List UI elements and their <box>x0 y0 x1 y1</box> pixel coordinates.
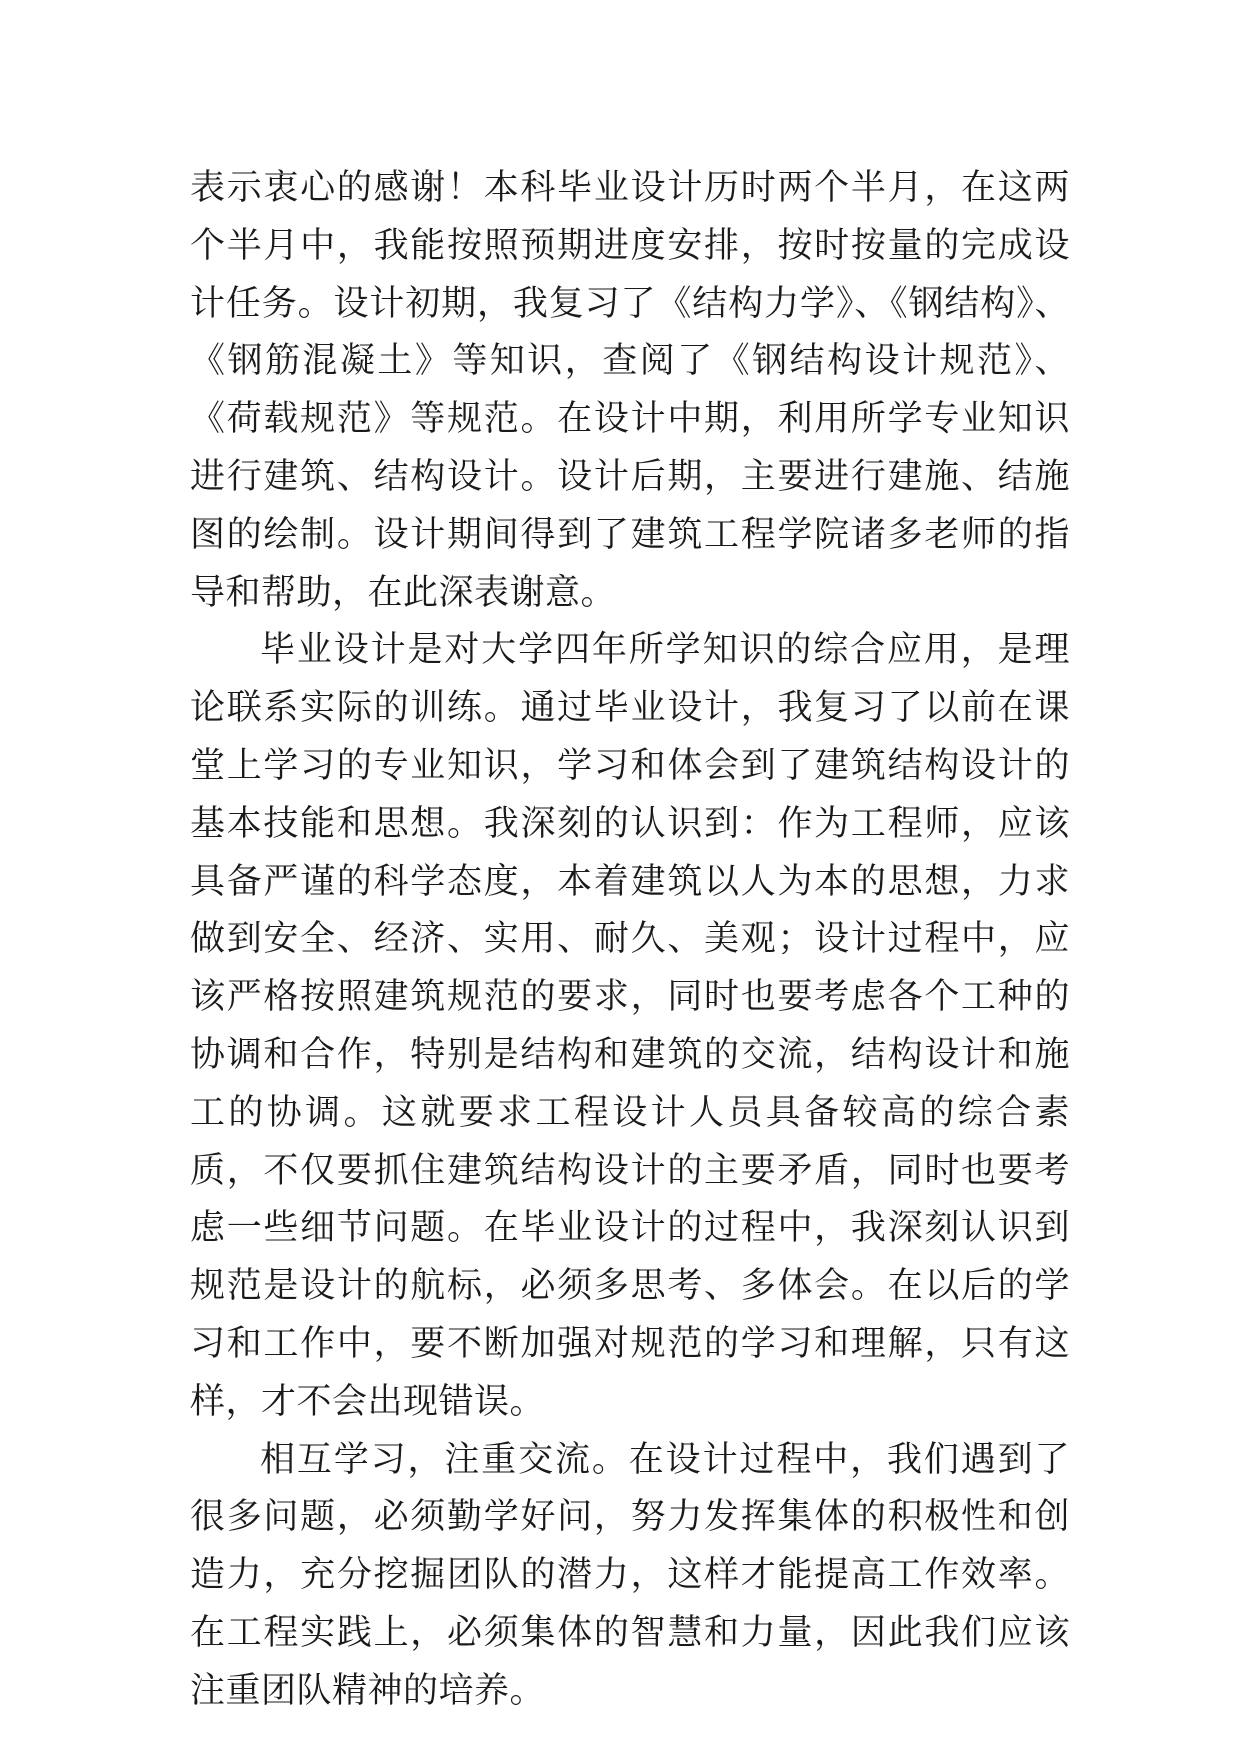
paragraph-acknowledgement: 表示衷心的感谢！本科毕业设计历时两个半月，在这两个半月中，我能按照预期进度安排，按时按量的完成设计任务。设计初期，我复习了《结构力学》、《钢结构》、《钢筋混凝土》等知识，查阅了《钢结构设计规范》、《荷载规范》等规范。在设计中期，利用所学专业知识进行建筑、结构设计。设计后期，主要进行建施、结施图的绘制。设计期间得到了建筑工程学院诸多老师的指导和帮助，在此深表谢意。 <box>190 168 1070 613</box>
document-body <box>190 160 1070 1721</box>
paragraph-design-reflection: 毕业设计是对大学四年所学知识的综合应用，是理论联系实际的训练。通过毕业设计，我复习了以前在课堂上学习的专业知识，学习和体会到了建筑结构设计的基本技能和思想。我深刻的认识到：作为工程师，应该具备严谨的科学态度，本着建筑以人为本的思想，力求做到安全、经济、实用、耐久、美观；设计过程中，应该严格按照建筑规范的要求，同时也要考虑各个工种的协调和合作，特别是结构和建筑的交流，结构设计和施工的协调。这就要求工程设计人员具备较高的综合素质，不仅要抓住建筑结构设计的主要矛盾，同时也要考虑一些细节问题。在毕业设计的过程中，我深刻认识到规范是设计的航标，必须多思考、多体会。在以后的学习和工作中，要不断加强对规范的学习和理解，只有这样，才不会出现错误。 <box>190 630 1070 1422</box>
paragraph-teamwork: 相互学习，注重交流。在设计过程中，我们遇到了很多问题，必须勤学好问，努力发挥集体的积极性和创造力，充分挖掘团队的潜力，这样才能提高工作效率。在工程实践上，必须集体的智慧和力量，因此我们应该注重团队精神的培养。 <box>190 1439 1070 1711</box>
